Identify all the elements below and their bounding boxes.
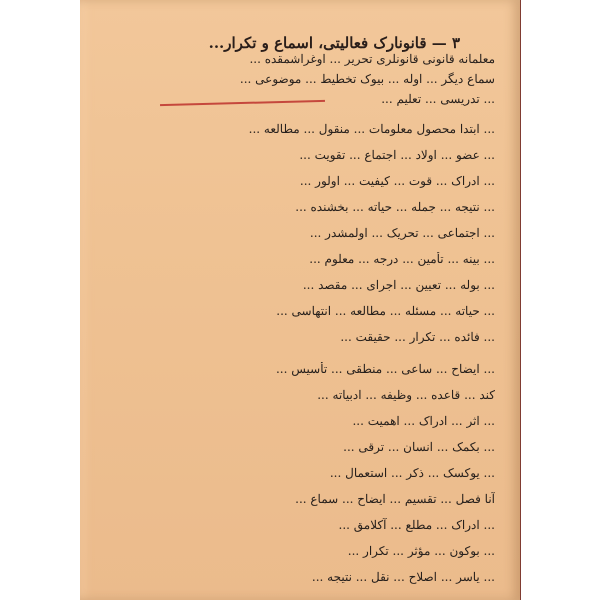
text-line-7: ... نتیجه ... جمله ... حیاته ... بخشنده ... (295, 200, 495, 214)
text-line-20: ... بوکون ... مؤثر ... تکرار ... (347, 544, 495, 558)
text-line-15: ... اثر ... ادراک ... اهمیت ... (352, 414, 495, 428)
text-line-4: ... ابتدا محصول معلومات ... منقول ... مطالعه ... (248, 122, 495, 136)
text-line-11: ... حیاته ... مسئله ... مطالعه ... انتهاسی ... (276, 304, 495, 318)
text-line-8: ... اجتماعی ... تحریک ... اولمشدر ... (309, 226, 495, 240)
text-line-13: ... ایضاح ... ساعی ... منطقی ... تأسیس ... (275, 362, 495, 376)
text-line-3: ... تدریسی ... تعلیم ... (381, 92, 495, 106)
handwritten-text-block (85, 52, 505, 592)
text-line-5: ... عضو ... اولاد ... اجتماع ... تقویت ... (299, 148, 495, 162)
text-line-16: ... بکمک ... انسان ... ترقی ... (343, 440, 495, 454)
text-line-21: ... یاسر ... اصلاح ... نقل ... نتیجه ... (311, 570, 495, 584)
text-line-10: ... بوله ... تعیین ... اجرای ... مقصد ... (302, 278, 495, 292)
text-line-9: ... بینه ... تأمین ... درجه ... معلوم ... (309, 252, 495, 266)
text-line-18: آنا فصل ... تقسیم ... ایضاح ... سماع ... (295, 492, 495, 506)
text-line-6: ... ادراک ... قوت ... کیفیت ... اولور ... (299, 174, 495, 188)
text-line-19: ... ادراک ... مطلع ... آکلامق ... (338, 518, 495, 532)
text-line-12: ... فائده ... تکرار ... حقیقت ... (340, 330, 495, 344)
text-line-14: کند ... قاعده ... وظیفه ... ادبیاته ... (317, 388, 495, 402)
text-line-17: ... یوکسک ... ذکر ... استعمال ... (329, 466, 495, 480)
text-line-1: معلمانه قانونی قانونلری تحریر ... اوغراشمقده ... (249, 52, 495, 66)
section-heading: ٣ — قانونارک فعالیتی، اسماع و تکرار... (208, 34, 460, 52)
text-line-2: سماع دیگر ... اوله ... بیوک تخطیط ... موضوعی ... (239, 72, 495, 86)
